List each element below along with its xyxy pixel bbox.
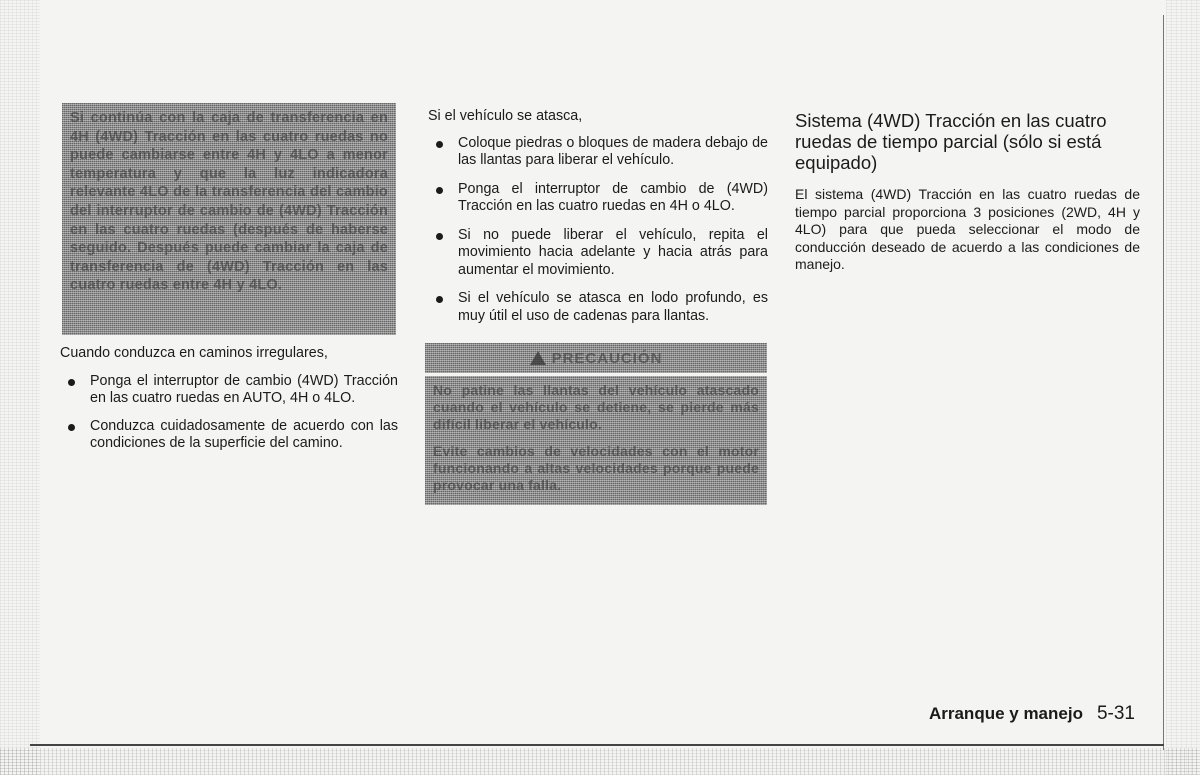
list-item <box>428 181 768 216</box>
scan-noise-left <box>0 0 40 775</box>
section-heading: Sistema (4WD) Tracción en las cuatro ruedas de tiempo parcial (sólo si está equipado) <box>795 110 1107 173</box>
stuck-vehicle-list <box>428 135 768 326</box>
bullet-icon <box>436 233 443 240</box>
list-item-text: Ponga el interruptor de cambio (4WD) Tracción en las cuatro ruedas en AUTO, 4H o 4LO. <box>90 372 398 406</box>
page-border-right <box>1163 15 1164 750</box>
bullet-icon <box>68 379 75 386</box>
list-item <box>428 135 768 170</box>
part-time-4wd-section <box>795 110 1140 274</box>
rough-road-intro: Cuando conduzca en caminos irregulares, <box>60 345 328 361</box>
list-item-text: Si no puede liberar el vehículo, repita el movimiento hacia adelante y hacia atrás para aumentar el movimiento. <box>458 226 768 278</box>
list-item <box>60 418 398 453</box>
stuck-vehicle-intro: Si el vehículo se atasca, <box>428 108 583 124</box>
rough-road-section <box>60 345 398 463</box>
scan-noise-right <box>1166 0 1200 775</box>
caution-header <box>425 343 767 376</box>
caution-item: No patine las llantas del vehículo atascado cuando el vehículo se detiene, se pierde más difícil liberar el vehículo. <box>433 382 759 432</box>
list-item <box>60 373 398 408</box>
list-item-text: Ponga el interruptor de cambio de (4WD) Tracción en las cuatro ruedas en 4H o 4LO. <box>458 180 768 214</box>
list-item-text: Conduzca cuidadosamente de acuerdo con las condiciones de la superficie del camino. <box>90 417 398 451</box>
bullet-icon <box>436 296 443 303</box>
scan-noise-bottom <box>0 748 1200 775</box>
footer-section-title: Arranque y manejo <box>928 704 1083 723</box>
rough-road-list <box>60 373 398 453</box>
list-item-text: Coloque piedras o bloques de madera debajo de las llantas para liberar el vehículo. <box>458 134 768 168</box>
bullet-icon <box>436 187 443 194</box>
list-item-text: Si el vehículo se atasca en lodo profundo, es muy útil el uso de cadenas para llantas. <box>458 290 768 324</box>
page-border-bottom <box>30 744 1164 746</box>
caution-item: Evite cambios de velocidades con el motor funcionando a altas velocidades porque puede provocar una falla. <box>433 443 759 493</box>
bullet-icon <box>68 424 75 431</box>
bullet-icon <box>436 141 443 148</box>
page-footer <box>905 703 1135 727</box>
list-item <box>428 290 768 325</box>
warning-box <box>62 103 396 335</box>
stuck-vehicle-section <box>428 108 768 336</box>
caution-body <box>425 376 767 510</box>
warning-triangle-icon <box>530 351 546 365</box>
caution-title: PRECAUCIÓN <box>551 349 663 367</box>
section-body: El sistema (4WD) Tracción en las cuatro ruedas de tiempo parcial proporciona 3 posiciones (2WD, 4H y 4LO) para que pueda seleccionar el modo de conducción deseado de acuerdo a las condiciones de manejo. <box>795 186 1140 272</box>
warning-text: Si continúa con la caja de transferencia en 4H (4WD) Tracción en las cuatro ruedas no puede cambiarse entre 4H y 4LO a menor temperatura y que la luz indicadora relevante 4LO de la transferencia del cambio del interruptor de cambio de (4WD) Tracción en las cuatro ruedas (después de haberse seguido. Después puede cambiar la caja de transferencia de (4WD) Tracción en las cuatro ruedas entre 4H y 4LO. <box>70 110 388 294</box>
page-number: 5-31 <box>1096 703 1135 724</box>
caution-box <box>425 343 767 505</box>
list-item <box>428 227 768 280</box>
